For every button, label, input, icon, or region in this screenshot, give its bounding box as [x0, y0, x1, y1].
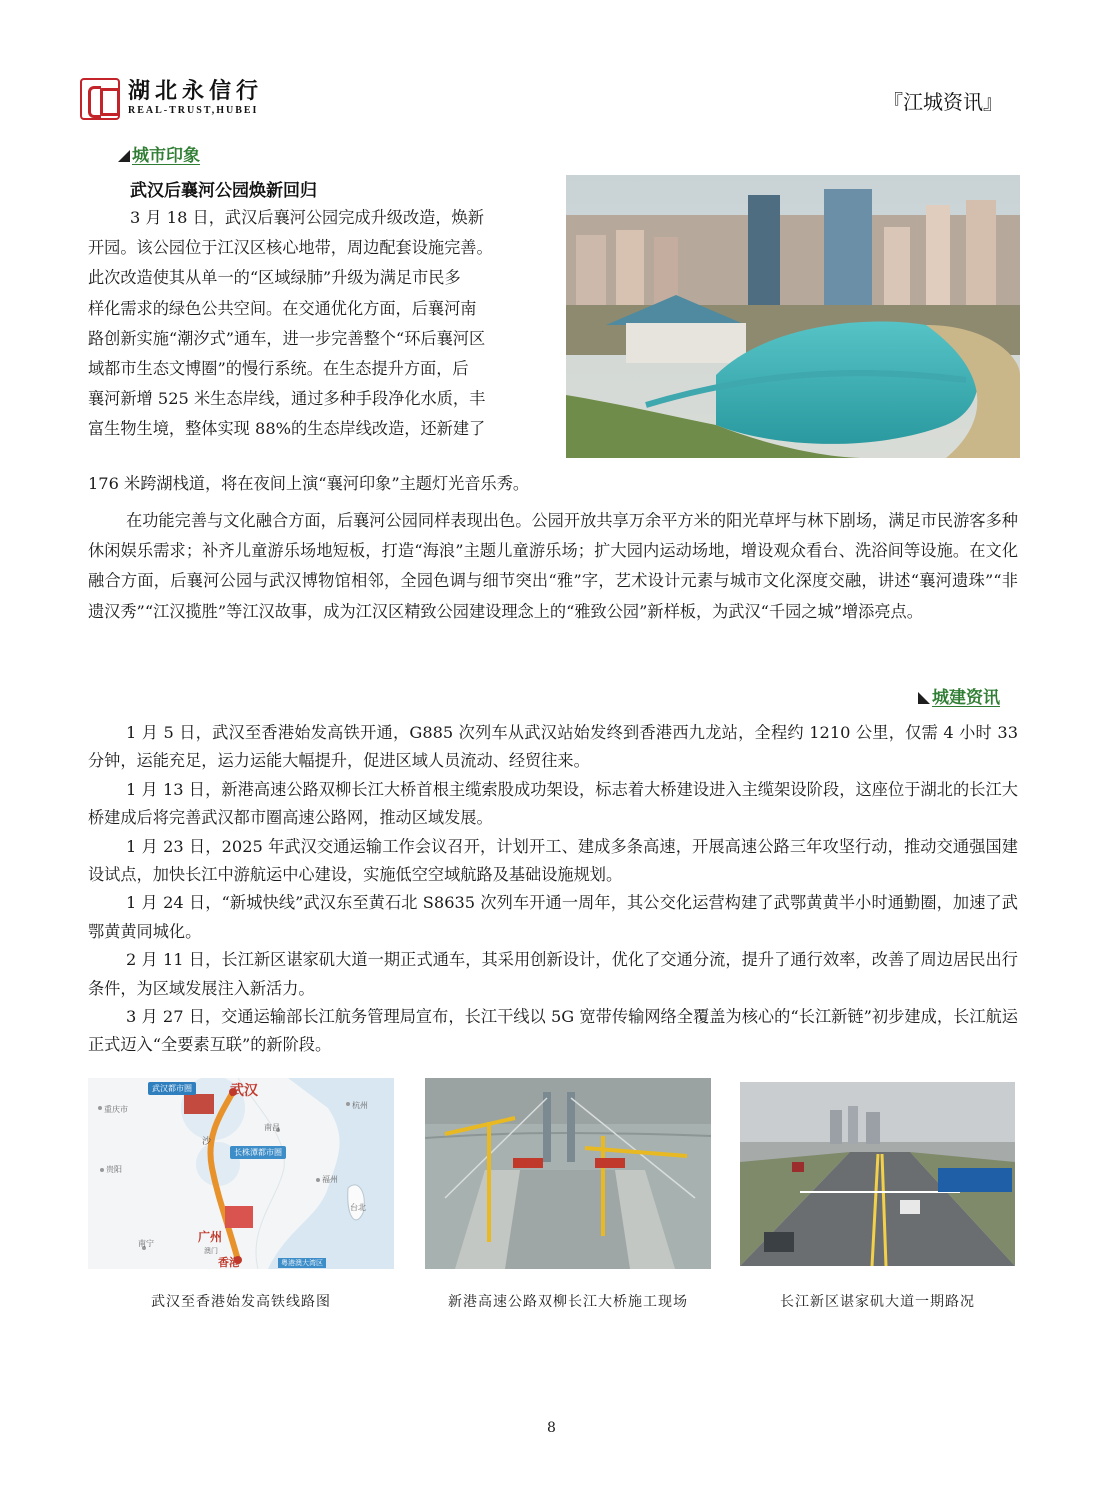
caption-bridge: 新港高速公路双柳长江大桥施工现场: [448, 1294, 688, 1310]
map-label-metro: 武汉都市圈: [148, 1082, 196, 1095]
section-heading-city-impression: 城市印象: [118, 141, 200, 166]
map-city-taibei: 台北: [350, 1203, 366, 1212]
news-item: 1 月 13 日，新港高速公路双柳长江大桥首根主缆索股成功架设，标志着大桥建设进入主缆架设阶段，这座位于湖北的长江大桥建成后将完善武汉都市圈高速公路网，推动区域发展。: [88, 779, 1018, 828]
para1-line: 开园。该公园位于江汉区核心地带，周边配套设施完善。: [88, 238, 493, 258]
para1-line: 襄河新增 525 米生态岸线，通过多种手段净化水质，丰: [88, 389, 486, 409]
caption-map: 武汉至香港始发高铁线路图: [151, 1294, 331, 1310]
map-city-guiyang: 贵阳: [106, 1165, 122, 1174]
news-item: 1 月 5 日，武汉至香港始发高铁开通，G885 次列车从武汉站始发终到香港西九龙站，全程约 1210 公里，仅需 4 小时 33 分钟，运能充足，运力运能大幅提升，促进区域人员流动、经贸往来。: [88, 723, 1018, 771]
triangle-marker-icon: [118, 150, 130, 162]
map-city-sha: 沙: [202, 1137, 212, 1147]
map-label-hongkong: 香港: [218, 1256, 240, 1269]
news-item: 3 月 27 日，交通运输部长江航务管理局宣布，长江干线以 5G 宽带传输网络全覆盖为核心的“长江新链”初步建成，长江航运正式迈入“全要素互联”的新阶段。: [88, 1007, 1018, 1055]
map-city-nanchang: 南昌: [264, 1123, 280, 1132]
para1-line: 路创新实施“潮汐式”通车，进一步完善整个“环后襄河区: [88, 328, 486, 348]
article-paragraph-1: [88, 203, 550, 445]
railway-route-map: [88, 1078, 394, 1269]
section-tag: 『江城资讯』: [883, 90, 1003, 114]
triangle-marker-icon: [918, 692, 930, 704]
para1-line: 此次改造使其从单一的“区域绿肺”升级为满足市民多: [88, 268, 461, 288]
map-city-macau: 澳门: [204, 1247, 218, 1255]
para1-line: 富生物生境，整体实现 88%的生态岸线改造，还新建了: [88, 419, 486, 439]
news-item: 1 月 23 日，2025 年武汉交通运输工作会议召开，计划开工、建成多条高速，开展高速公路三年攻坚行动，推动交通强国建设试点，加快长江中游航运中心建设，实施低空空域航路及基础设施规划。: [88, 836, 1018, 885]
map-label-bay: 粤港澳大湾区: [278, 1258, 326, 1268]
para1-line: 域都市生态文博圈”的慢行系统。在生态提升方面，后: [88, 359, 469, 379]
company-logo: [80, 78, 263, 120]
map-city-nanning: 南宁: [138, 1239, 154, 1248]
para1-line: 3 月 18 日，武汉后襄河公园完成升级改造，焕新: [130, 208, 484, 227]
news-item: 1 月 24 日，“新城快线”武汉东至黄石北 S8635 次列车开通一周年，其公交化运营构建了武鄂黄黄半小时通勤圈，加速了武鄂黄黄同城化。: [88, 893, 1018, 941]
bridge-construction-photo: [425, 1078, 711, 1269]
article-paragraph-2: 在功能完善与文化融合方面，后襄河公园同样表现出色。公园开放共享万余平方米的阳光草坪与林下剧场，满足市民游客多种休闲娱乐需求；补齐儿童游乐场地短板，打造“海浪”主题儿童游乐场；扩大园内运动场地，增设观众看台、洗浴间等设施。在文化融合方面，后襄河公园与武汉博物馆相邻，全园色调与细节突出“雅”字，艺术设计元素与城市文化深度交融，讲述“襄河遗珠”“非遗汉秀”“江汉揽胜”等江汉故事，成为江汉区精致公园建设理念上的“雅致公园”新样板，为武汉“千园之城”增添亮点。: [88, 511, 1018, 621]
caption-road: 长江新区谌家矶大道一期路况: [780, 1294, 975, 1310]
map-city-fuzhou: 福州: [322, 1175, 338, 1184]
article-title: 武汉后襄河公园焕新回归: [130, 181, 317, 201]
para1-line: 样化需求的绿色公共空间。在交通优化方面，后襄河南: [88, 298, 477, 318]
map-city-chongqing: 重庆市: [104, 1105, 128, 1114]
park-photo: [566, 175, 1020, 458]
logo-cn-text: 湖北永信行: [128, 79, 264, 104]
map-label-changzhutan: 长株潭都市圈: [230, 1146, 286, 1159]
para1-last-line: 176 米跨湖栈道，将在夜间上演“襄河印象”主题灯光音乐秀。: [88, 474, 530, 493]
news-item: 2 月 11 日，长江新区谌家矶大道一期正式通车，其采用创新设计，优化了交通分流，提升了通行效率，改善了周边居民出行条件，为区域发展注入新活力。: [88, 950, 1018, 998]
news-list: [88, 719, 1018, 1060]
map-label-wuhan: 武汉: [230, 1083, 258, 1099]
road-photo: [740, 1082, 1015, 1266]
map-city-hangzhou: 杭州: [352, 1101, 368, 1110]
logo-seal-icon: [80, 78, 120, 120]
page-number: 8: [547, 1420, 556, 1436]
logo-en-text: REAL-TRUST,HUBEI: [128, 105, 259, 116]
section-heading-construction-news: 城建资讯: [918, 683, 1000, 708]
map-label-guangzhou: 广州: [198, 1230, 223, 1244]
